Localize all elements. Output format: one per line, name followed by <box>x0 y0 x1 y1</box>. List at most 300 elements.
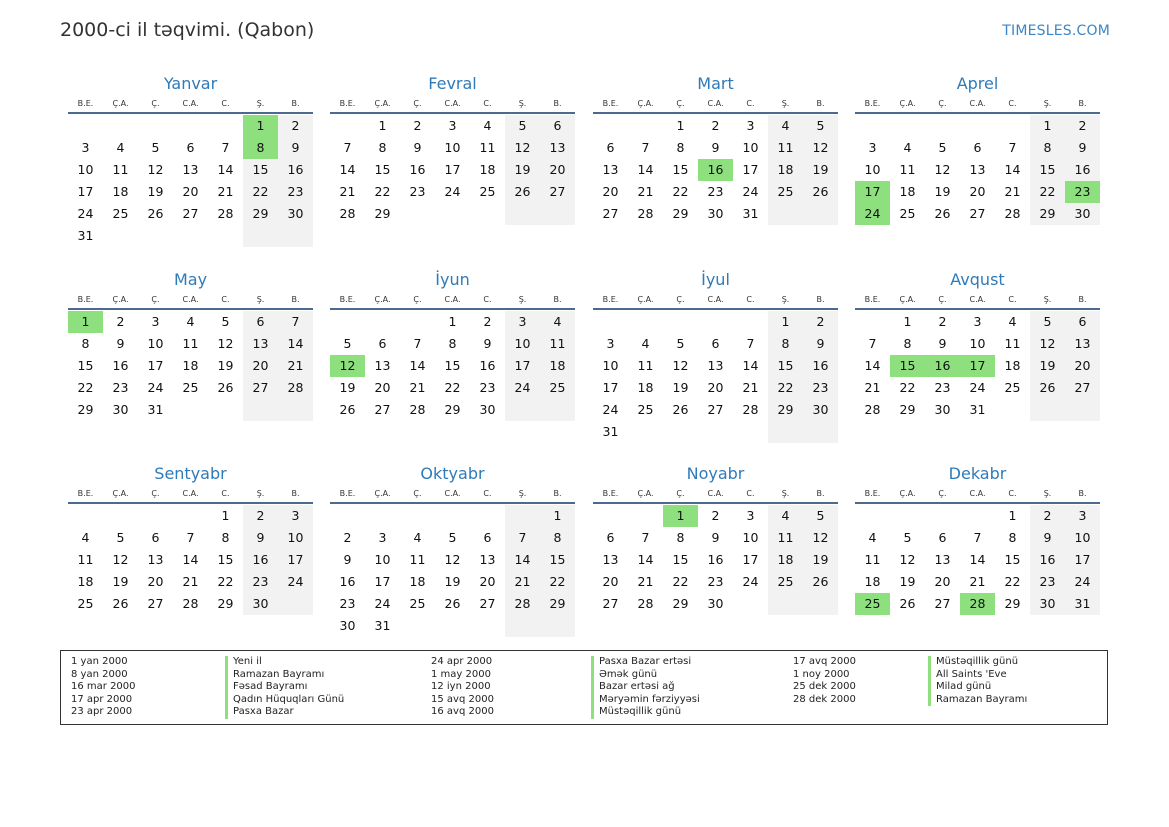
day-cell: 21 <box>1004 184 1021 199</box>
month-block <box>855 464 1100 615</box>
day-cell: 12 <box>444 552 461 567</box>
weekday-label: Ç.A. <box>112 99 129 108</box>
day-cell: 11 <box>182 336 199 351</box>
day-cell: 29 <box>217 596 234 611</box>
month-name: Sentyabr <box>154 464 227 483</box>
day-cell: 1 <box>676 118 685 133</box>
day-cell: 26 <box>803 571 838 593</box>
weekday-header <box>593 488 838 504</box>
day-cell: 30 <box>243 593 278 615</box>
day-cell: 22 <box>768 377 803 399</box>
day-cell: 22 <box>374 184 391 199</box>
holiday-date: 16 avq 2000 <box>431 706 494 718</box>
day-cell: 25 <box>1004 380 1021 395</box>
holiday-day-cell: 15 <box>890 355 925 377</box>
weekday-label: Ş. <box>1043 489 1052 498</box>
day-cell: 4 <box>641 336 650 351</box>
day-cell: 10 <box>1065 527 1100 549</box>
day-cell: 7 <box>505 527 540 549</box>
day-cell: 23 <box>707 184 724 199</box>
day-cell: 11 <box>899 162 916 177</box>
empty-weekend-cell <box>768 593 803 615</box>
day-cell: 3 <box>868 140 877 155</box>
month-block <box>855 270 1100 421</box>
weekday-label: C.A. <box>707 99 724 108</box>
day-cell: 21 <box>637 184 654 199</box>
day-cell: 11 <box>112 162 129 177</box>
day-cell: 28 <box>505 593 540 615</box>
day-cell: 6 <box>938 530 947 545</box>
holiday-name: Bazar ertəsi ağ <box>599 681 675 693</box>
day-cell: 6 <box>151 530 160 545</box>
day-cell: 17 <box>278 549 313 571</box>
day-cell: 10 <box>505 333 540 355</box>
day-cell: 31 <box>969 402 986 417</box>
day-cell: 27 <box>969 206 986 221</box>
weekday-label: Ç.A. <box>112 295 129 304</box>
day-cell: 27 <box>374 402 391 417</box>
day-cell: 3 <box>606 336 615 351</box>
weekday-label: Ç.A. <box>637 295 654 304</box>
weekday-label: C. <box>1008 295 1017 304</box>
month-name: Yanvar <box>163 74 218 93</box>
day-cell: 5 <box>803 505 838 527</box>
day-cell: 31 <box>602 424 619 439</box>
day-cell: 31 <box>147 402 164 417</box>
day-cell: 12 <box>803 137 838 159</box>
day-cell: 20 <box>602 184 619 199</box>
day-cell: 5 <box>505 115 540 137</box>
day-cell: 28 <box>217 206 234 221</box>
day-cell: 1 <box>221 508 230 523</box>
day-cell: 22 <box>540 571 575 593</box>
day-cell: 22 <box>672 574 689 589</box>
day-cell: 13 <box>182 162 199 177</box>
day-cell: 27 <box>182 206 199 221</box>
weekday-label: C.A. <box>182 295 199 304</box>
day-cell: 23 <box>112 380 129 395</box>
day-cell: 12 <box>505 137 540 159</box>
day-cell: 6 <box>540 115 575 137</box>
day-cell: 3 <box>746 118 755 133</box>
weekday-label: Ç.A. <box>374 295 391 304</box>
day-cell: 24 <box>444 184 461 199</box>
day-cell: 10 <box>742 530 759 545</box>
weekday-header <box>855 488 1100 504</box>
day-cell: 28 <box>339 206 356 221</box>
holiday-name: Müstəqillik günü <box>936 656 1019 667</box>
weekday-label: C.A. <box>444 99 461 108</box>
holiday-dates-col3 <box>793 656 856 706</box>
empty-weekend-cell <box>278 593 313 615</box>
day-cell: 27 <box>243 377 278 399</box>
day-cell: 11 <box>768 527 803 549</box>
day-cell: 2 <box>803 311 838 333</box>
day-cell: 22 <box>1004 574 1021 589</box>
holiday-dates-col1 <box>71 656 136 719</box>
day-cell: 17 <box>742 162 759 177</box>
day-cell: 19 <box>899 574 916 589</box>
day-cell: 4 <box>868 530 877 545</box>
weekday-label: B.E. <box>602 295 619 304</box>
day-cell: 27 <box>602 596 619 611</box>
day-cell: 8 <box>221 530 230 545</box>
day-cell: 20 <box>182 184 199 199</box>
day-cell: 18 <box>479 162 496 177</box>
day-cell: 30 <box>707 596 724 611</box>
day-cell: 27 <box>479 596 496 611</box>
holiday-list <box>60 650 1108 725</box>
day-cell: 1 <box>540 505 575 527</box>
weekday-label: C. <box>221 99 230 108</box>
day-cell: 29 <box>444 402 461 417</box>
day-cell: 1 <box>448 314 457 329</box>
day-cell: 14 <box>278 333 313 355</box>
day-cell: 28 <box>637 206 654 221</box>
day-cell: 9 <box>938 336 947 351</box>
day-cell: 21 <box>278 355 313 377</box>
day-cell: 6 <box>711 336 720 351</box>
day-grid <box>68 505 313 615</box>
weekday-label: Ç. <box>413 99 422 108</box>
holiday-name: Milad günü <box>936 681 992 693</box>
day-cell: 7 <box>343 140 352 155</box>
holiday-date: 12 iyn 2000 <box>431 681 491 693</box>
day-cell: 24 <box>278 571 313 593</box>
weekday-label: C. <box>1008 489 1017 498</box>
day-cell: 26 <box>505 181 540 203</box>
day-cell: 31 <box>77 228 94 243</box>
holiday-name: Pasxa Bazar ertəsi <box>599 656 692 667</box>
day-cell: 15 <box>374 162 391 177</box>
day-cell: 1 <box>378 118 387 133</box>
weekday-label: C.A. <box>969 99 986 108</box>
holiday-name: Pasxa Bazar <box>233 706 294 718</box>
empty-weekend-cell <box>803 203 838 225</box>
day-cell: 2 <box>938 314 947 329</box>
weekday-label: C.A. <box>182 99 199 108</box>
weekday-label: Ç.A. <box>899 295 916 304</box>
holiday-day-cell: 1 <box>68 311 103 333</box>
day-cell: 13 <box>147 552 164 567</box>
day-cell: 21 <box>182 574 199 589</box>
day-cell: 25 <box>899 206 916 221</box>
month-name: Mart <box>697 74 734 93</box>
day-cell: 26 <box>217 380 234 395</box>
day-cell: 3 <box>505 311 540 333</box>
day-cell: 10 <box>77 162 94 177</box>
day-cell: 25 <box>637 402 654 417</box>
day-cell: 25 <box>768 571 803 593</box>
month-block <box>68 270 313 421</box>
day-cell: 13 <box>707 358 724 373</box>
day-cell: 2 <box>343 530 352 545</box>
day-cell: 16 <box>803 355 838 377</box>
empty-weekend-cell <box>803 421 838 443</box>
day-cell: 21 <box>742 380 759 395</box>
weekday-label: C.A. <box>969 489 986 498</box>
weekday-label: Ç. <box>676 99 685 108</box>
day-cell: 1 <box>1030 115 1065 137</box>
day-grid <box>855 311 1100 421</box>
day-cell: 25 <box>182 380 199 395</box>
day-cell: 28 <box>278 377 313 399</box>
day-cell: 1 <box>768 311 803 333</box>
day-cell: 4 <box>903 140 912 155</box>
day-cell: 8 <box>903 336 912 351</box>
weekday-label: Ç. <box>676 295 685 304</box>
weekday-label: B. <box>553 99 562 108</box>
day-cell: 26 <box>147 206 164 221</box>
holiday-names-col1 <box>227 656 344 719</box>
empty-weekend-cell <box>505 505 540 527</box>
day-cell: 2 <box>711 508 720 523</box>
empty-weekend-cell <box>803 593 838 615</box>
day-cell: 12 <box>112 552 129 567</box>
day-cell: 21 <box>217 184 234 199</box>
weekday-label: Ç. <box>151 99 160 108</box>
day-cell: 8 <box>768 333 803 355</box>
day-cell: 20 <box>1065 355 1100 377</box>
day-cell: 10 <box>444 140 461 155</box>
day-cell: 20 <box>969 184 986 199</box>
day-cell: 24 <box>374 596 391 611</box>
day-cell: 13 <box>540 137 575 159</box>
site-link[interactable]: TIMESLES.COM <box>1002 23 1110 39</box>
weekday-label: B.E. <box>77 295 94 304</box>
weekday-label: Ç.A. <box>112 489 129 498</box>
weekday-header <box>68 98 313 114</box>
weekday-label: Ş. <box>256 99 265 108</box>
day-cell: 14 <box>182 552 199 567</box>
day-cell: 7 <box>868 336 877 351</box>
empty-weekend-cell <box>505 615 540 637</box>
day-cell: 11 <box>540 333 575 355</box>
day-cell: 20 <box>147 574 164 589</box>
day-cell: 27 <box>602 206 619 221</box>
day-cell: 18 <box>1004 358 1021 373</box>
day-cell: 1 <box>903 314 912 329</box>
holiday-date: 23 apr 2000 <box>71 706 133 718</box>
weekday-header <box>330 294 575 310</box>
month-name: İyun <box>435 270 470 289</box>
month-block <box>330 74 575 225</box>
day-cell: 4 <box>768 115 803 137</box>
weekday-label: B. <box>291 99 300 108</box>
weekday-label: B. <box>816 99 825 108</box>
day-cell: 3 <box>151 314 160 329</box>
day-cell: 23 <box>479 380 496 395</box>
day-cell: 4 <box>1008 314 1017 329</box>
day-cell: 3 <box>448 118 457 133</box>
holiday-name: Yeni il <box>233 656 262 667</box>
holiday-name: Ramazan Bayramı <box>233 668 325 680</box>
day-cell: 5 <box>903 530 912 545</box>
day-cell: 29 <box>768 399 803 421</box>
day-cell: 12 <box>672 358 689 373</box>
day-cell: 3 <box>1065 505 1100 527</box>
day-cell: 5 <box>116 530 125 545</box>
day-cell: 7 <box>1008 140 1017 155</box>
weekday-label: Ş. <box>1043 99 1052 108</box>
weekday-header <box>330 488 575 504</box>
day-grid <box>855 115 1100 225</box>
weekday-label: B.E. <box>864 489 881 498</box>
holiday-name: All Saints 'Eve <box>936 668 1007 680</box>
weekday-label: C. <box>221 295 230 304</box>
weekday-label: C. <box>483 99 492 108</box>
weekday-label: Ç.A. <box>899 99 916 108</box>
month-block <box>330 270 575 421</box>
month-name: Oktyabr <box>420 464 485 483</box>
weekday-label: C. <box>483 489 492 498</box>
day-cell: 16 <box>409 162 426 177</box>
day-cell: 6 <box>606 530 615 545</box>
day-cell: 4 <box>413 530 422 545</box>
weekday-label: B. <box>291 295 300 304</box>
day-cell: 22 <box>1030 181 1065 203</box>
weekday-label: B.E. <box>602 489 619 498</box>
empty-weekend-cell <box>278 225 313 247</box>
holiday-day-cell: 28 <box>960 593 995 615</box>
holiday-day-cell: 8 <box>243 137 278 159</box>
day-cell: 13 <box>602 162 619 177</box>
day-cell: 10 <box>602 358 619 373</box>
day-cell: 21 <box>339 184 356 199</box>
day-grid <box>330 115 575 225</box>
day-cell: 18 <box>77 574 94 589</box>
month-name: Aprel <box>956 74 999 93</box>
day-cell: 16 <box>278 159 313 181</box>
day-cell: 23 <box>707 574 724 589</box>
day-cell: 23 <box>1030 571 1065 593</box>
day-cell: 8 <box>540 527 575 549</box>
holiday-day-cell: 25 <box>855 593 890 615</box>
day-cell: 6 <box>606 140 615 155</box>
day-cell: 19 <box>339 380 356 395</box>
holiday-date: 1 noy 2000 <box>793 668 850 680</box>
day-cell: 29 <box>672 596 689 611</box>
day-cell: 9 <box>1065 137 1100 159</box>
weekday-label: Ş. <box>518 489 527 498</box>
day-cell: 21 <box>864 380 881 395</box>
month-name: Avqust <box>950 270 1005 289</box>
day-cell: 27 <box>147 596 164 611</box>
day-cell: 3 <box>378 530 387 545</box>
day-cell: 2 <box>243 505 278 527</box>
day-cell: 24 <box>742 184 759 199</box>
day-cell: 20 <box>540 159 575 181</box>
day-cell: 2 <box>483 314 492 329</box>
weekday-label: Ç. <box>676 489 685 498</box>
holiday-names-col3 <box>930 656 1027 706</box>
day-cell: 15 <box>540 549 575 571</box>
day-cell: 23 <box>409 184 426 199</box>
day-cell: 11 <box>479 140 496 155</box>
holiday-name: Qadın Hüquqları Günü <box>233 693 345 705</box>
day-cell: 16 <box>112 358 129 373</box>
weekday-label: C.A. <box>444 489 461 498</box>
day-cell: 17 <box>742 552 759 567</box>
day-cell: 17 <box>444 162 461 177</box>
day-cell: 23 <box>934 380 951 395</box>
holiday-date: 1 yan 2000 <box>71 656 128 667</box>
day-cell: 2 <box>278 115 313 137</box>
day-cell: 8 <box>81 336 90 351</box>
day-cell: 2 <box>711 118 720 133</box>
holiday-dates-col2 <box>431 656 494 719</box>
weekday-label: C. <box>483 295 492 304</box>
day-cell: 10 <box>969 336 986 351</box>
day-cell: 27 <box>707 402 724 417</box>
day-cell: 13 <box>969 162 986 177</box>
day-cell: 30 <box>479 402 496 417</box>
day-cell: 19 <box>112 574 129 589</box>
weekday-label: Ş. <box>781 295 790 304</box>
day-cell: 19 <box>672 380 689 395</box>
empty-weekend-cell <box>243 225 278 247</box>
weekday-label: Ç.A. <box>637 489 654 498</box>
holiday-name: Məryəmin fərziyyəsi <box>599 693 700 705</box>
day-cell: 26 <box>444 596 461 611</box>
month-block <box>68 464 313 615</box>
day-cell: 5 <box>1030 311 1065 333</box>
day-grid <box>593 311 838 443</box>
day-cell: 20 <box>479 574 496 589</box>
day-cell: 23 <box>278 181 313 203</box>
day-cell: 24 <box>147 380 164 395</box>
holiday-day-cell: 12 <box>330 355 365 377</box>
day-cell: 25 <box>540 377 575 399</box>
month-block <box>593 464 838 615</box>
day-cell: 5 <box>803 115 838 137</box>
day-cell: 28 <box>182 596 199 611</box>
day-cell: 29 <box>540 593 575 615</box>
day-cell: 9 <box>343 552 352 567</box>
day-cell: 13 <box>934 552 951 567</box>
weekday-label: Ş. <box>256 295 265 304</box>
day-cell: 18 <box>409 574 426 589</box>
day-cell: 15 <box>243 159 278 181</box>
day-cell: 28 <box>409 402 426 417</box>
day-cell: 8 <box>1008 530 1017 545</box>
holiday-date: 15 avq 2000 <box>431 693 494 705</box>
day-cell: 14 <box>864 358 881 373</box>
day-cell: 17 <box>602 380 619 395</box>
day-cell: 25 <box>479 184 496 199</box>
day-cell: 26 <box>899 596 916 611</box>
holiday-day-cell: 24 <box>855 203 890 225</box>
day-cell: 25 <box>409 596 426 611</box>
day-cell: 9 <box>711 530 720 545</box>
day-cell: 4 <box>186 314 195 329</box>
day-cell: 30 <box>803 399 838 421</box>
day-cell: 22 <box>243 181 278 203</box>
day-cell: 20 <box>934 574 951 589</box>
weekday-label: Ç. <box>151 489 160 498</box>
day-cell: 17 <box>374 574 391 589</box>
day-cell: 20 <box>707 380 724 395</box>
day-cell: 22 <box>899 380 916 395</box>
day-cell: 21 <box>409 380 426 395</box>
weekday-header <box>68 488 313 504</box>
empty-weekend-cell <box>1065 399 1100 421</box>
day-cell: 4 <box>116 140 125 155</box>
day-cell: 30 <box>278 203 313 225</box>
holiday-date: 8 yan 2000 <box>71 668 128 680</box>
day-cell: 29 <box>672 206 689 221</box>
day-cell: 12 <box>899 552 916 567</box>
